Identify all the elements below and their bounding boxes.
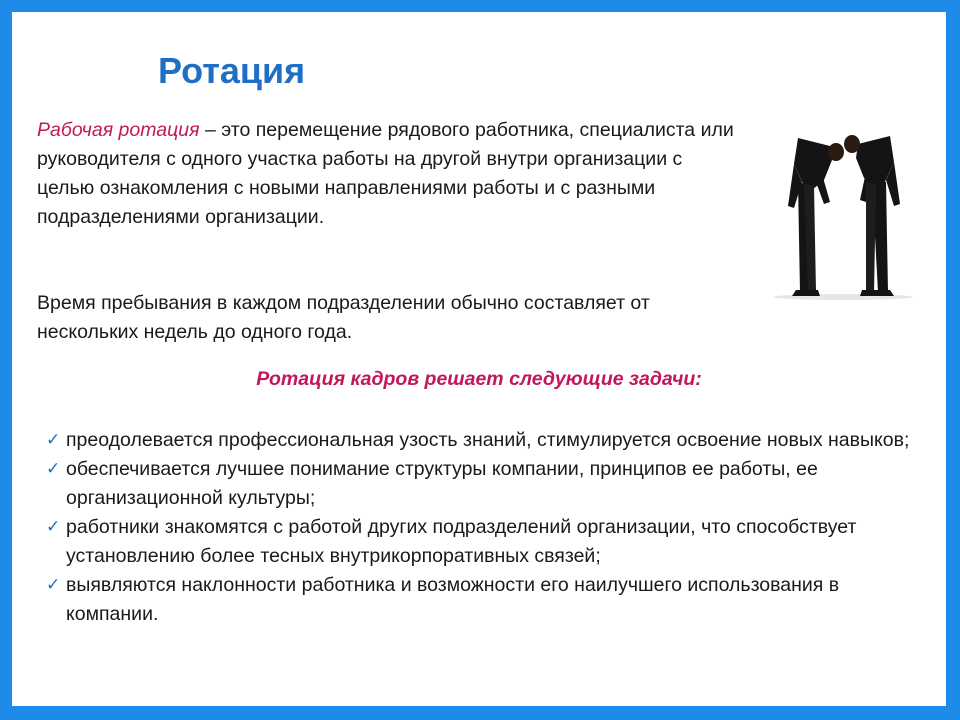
- slide: [12, 12, 946, 706]
- checkmark-icon: ✓: [46, 517, 61, 537]
- definition-paragraph: [37, 116, 737, 232]
- slide-title: Ротация: [158, 50, 306, 91]
- tasks-heading: Ротация кадров решает следующие задачи:: [256, 368, 702, 390]
- list-item: [46, 426, 926, 455]
- list-item-text: работники знакомятся с работой других подразделений организации, что способствует установлению более тесных внутрикорпоративных связей;: [66, 516, 857, 567]
- checkmark-icon: ✓: [46, 459, 61, 479]
- tasks-list: [46, 426, 926, 629]
- list-item-text: преодолевается профессиональная узость знаний, стимулируется освоение новых навыков;: [66, 429, 910, 451]
- bowing-businessmen-image: [768, 116, 918, 300]
- list-item-text: выявляются наклонности работника и возможности его наилучшего использования в компании.: [66, 574, 840, 625]
- bowing-man-left: [788, 138, 844, 296]
- list-item: [46, 571, 926, 629]
- list-item: [46, 513, 926, 571]
- duration-paragraph: Время пребывания в каждом подразделении обычно составляет от нескольких недель до одного года.: [37, 292, 650, 343]
- definition-term: Рабочая ротация: [37, 119, 200, 141]
- list-item-text: обеспечивается лучшее понимание структуры компании, принципов ее работы, ее организационной культуры;: [66, 458, 818, 509]
- list-item: [46, 455, 926, 513]
- checkmark-icon: ✓: [46, 575, 61, 595]
- bowing-man-right: [844, 135, 900, 296]
- definition-text: – это перемещение рядового работника, специалиста или руководителя с одного участка работы на другой внутри организации с целью ознакомления с новыми направлениями работы и с разными подразделениями организации.: [37, 119, 734, 228]
- checkmark-icon: ✓: [46, 430, 61, 450]
